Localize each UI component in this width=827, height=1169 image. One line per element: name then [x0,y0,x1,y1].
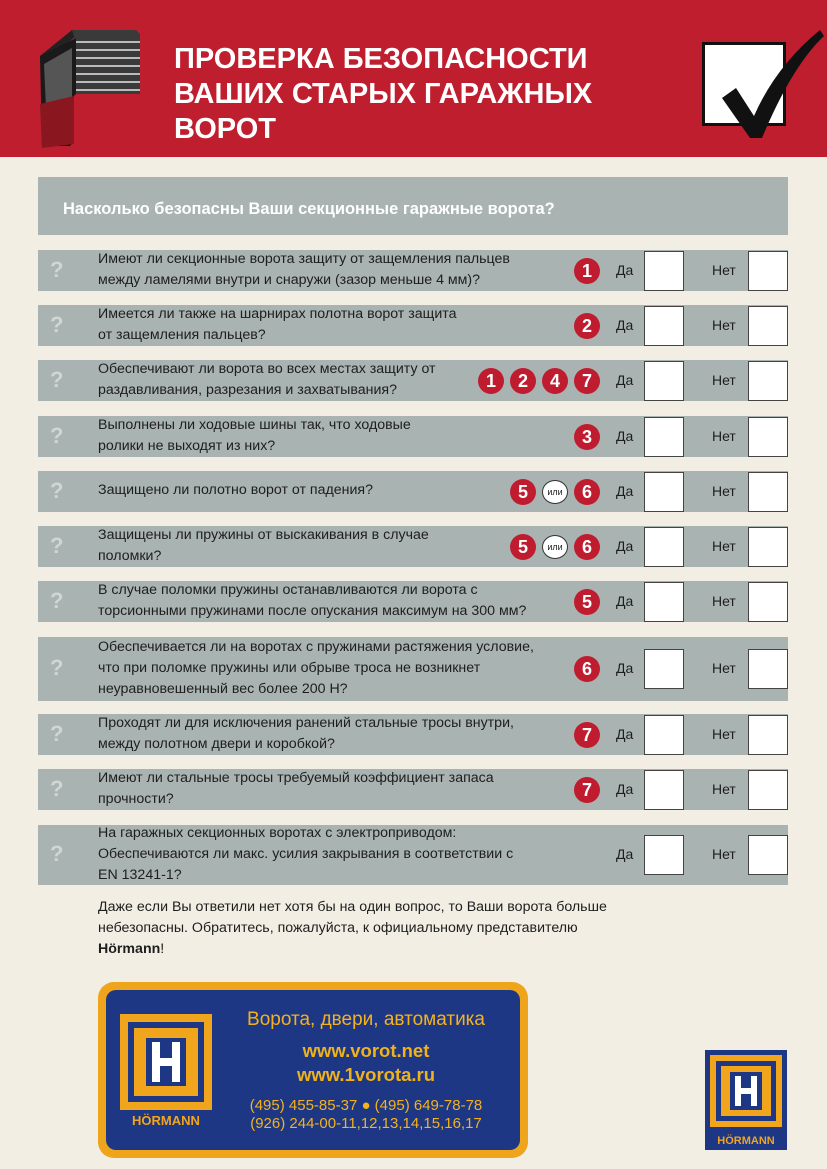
reference-number-badge: 3 [574,424,600,450]
no-label: Нет [712,592,736,609]
yes-label: Да [616,316,634,333]
no-checkbox[interactable] [748,582,788,622]
dealer-card [98,982,528,1158]
yes-label: Да [616,482,634,499]
brand-name: Hörmann [98,941,161,957]
yes-checkbox[interactable] [644,361,684,401]
hormann-logo-small [705,1050,787,1150]
question-line: между ламелями внутри и снаружи (зазор меньше 4 мм)? [98,271,481,288]
reference-badges [574,722,600,748]
dealer-url[interactable]: www.vorot.net [302,1040,430,1061]
yes-checkbox[interactable] [644,715,684,755]
question-text [98,713,514,755]
no-checkbox[interactable] [748,361,788,401]
no-label: Нет [712,316,736,333]
question-row [38,250,788,291]
footer-line: небезопасны. Обратитесь, пожалуйста, к официальному представителю [98,920,578,936]
question-mark-icon: ? [50,655,64,680]
no-checkbox[interactable] [748,527,788,567]
question-line: Имеют ли секционные ворота защиту от защемления пальцев [98,250,510,267]
question-text [98,580,526,622]
reference-number-badge: 5 [510,534,536,560]
yes-label: Да [616,725,634,742]
question-row [38,825,788,885]
question-row [38,714,788,755]
yes-label: Да [616,846,634,862]
question-line: Обеспечивается ли на воротах с пружинами растяжения условие, [98,638,534,655]
reference-badges [574,777,600,803]
question-line: EN 13241-1? [98,866,182,883]
no-label: Нет [712,725,736,742]
dealer-phone: (926) 244-00-11,12,13,14,15,16,17 [250,1115,482,1132]
question-text [98,480,373,501]
question-line: Имеют ли стальные тросы требуемый коэффициент запаса [98,769,494,786]
question-mark-icon: ? [50,841,64,866]
header-banner [0,0,827,157]
no-checkbox[interactable] [748,715,788,755]
question-line: между полотном двери и коробкой? [98,735,335,752]
question-row [38,581,788,622]
reference-number-badge: 7 [574,722,600,748]
logo-text: HÖRMANN [132,1113,200,1128]
title-line: ПРОВЕРКА БЕЗОПАСНОСТИ [174,43,588,75]
yes-checkbox[interactable] [644,649,684,689]
no-label: Нет [712,427,736,444]
question-line: от защемления пальцев? [98,326,266,343]
no-label: Нет [712,371,736,388]
garage-door-icon [40,24,140,148]
dealer-tagline: Ворота, двери, автоматика [247,1009,485,1030]
question-row [38,637,788,701]
dealer-card-inner [106,990,520,1150]
reference-badges [574,258,600,284]
reference-number-badge: 5 [510,479,536,505]
reference-badges [510,479,600,505]
yes-label: Да [616,261,634,278]
question-text [98,768,494,810]
no-checkbox[interactable] [748,251,788,291]
reference-badges [478,368,600,394]
yes-label: Да [616,592,634,609]
no-label: Нет [712,780,736,797]
question-mark-icon: ? [50,422,64,448]
question-text [98,525,429,567]
hormann-logo [116,1010,216,1130]
footer-line: Даже если Вы ответили нет хотя бы на один вопрос, то Ваши ворота больше [98,899,607,915]
yes-checkbox[interactable] [644,527,684,567]
no-label: Нет [712,261,736,278]
question-mark-icon: ? [50,256,64,282]
question-header [38,177,788,235]
question-row [38,360,788,401]
reference-number-badge: 2 [574,313,600,339]
reference-badges [574,424,600,450]
no-label: Нет [712,482,736,499]
question-line: что при поломке пружины или обрыве троса не возникнет [98,659,481,676]
yes-checkbox[interactable] [644,251,684,291]
question-line: поломки? [98,547,162,564]
question-line: раздавливания, разрезания и захватывания? [98,381,397,398]
reference-badges [574,589,600,615]
question-row [38,416,788,457]
dealer-phone: (495) 455-85-37 ● (495) 649-78-78 [249,1097,483,1114]
no-checkbox[interactable] [748,472,788,512]
question-text [98,249,510,291]
yes-checkbox[interactable] [644,770,684,810]
question-line: неуравновешенный вес более 200 Н? [98,680,348,697]
reference-number-badge: 6 [574,534,600,560]
title-line: ВОРОТ [174,113,277,145]
yes-label: Да [616,537,634,554]
yes-checkbox[interactable] [644,835,684,875]
reference-number-badge: 5 [574,589,600,615]
question-line: Обеспечивают ли ворота во всех местах защиту от [98,360,436,377]
reference-number-badge: 6 [574,656,600,682]
no-checkbox[interactable] [748,417,788,457]
question-text [98,823,513,886]
title-line: ВАШИХ СТАРЫХ ГАРАЖНЫХ [174,78,593,110]
yes-label: Да [616,780,634,797]
no-label: Нет [712,660,736,676]
no-label: Нет [712,846,736,862]
question-mark-icon: ? [50,720,64,746]
no-checkbox[interactable] [748,306,788,346]
reference-number-badge: 1 [574,258,600,284]
logo-text: HÖRMANN [717,1135,775,1147]
question-line: торсионными пружинами после опускания максимум на 300 мм? [98,602,527,619]
reference-number-badge: 7 [574,777,600,803]
question-mark-icon: ? [50,477,64,503]
question-header-text: Насколько безопасны Ваши секционные гаражные ворота? [63,200,555,218]
question-line: прочности? [98,790,174,807]
checkmark-icon [716,26,826,146]
reference-number-badge: 4 [542,368,568,394]
question-line: ролики не выходят из них? [98,437,276,454]
yes-label: Да [616,660,634,676]
reference-badges [574,313,600,339]
yes-label: Да [616,371,634,388]
no-checkbox[interactable] [748,835,788,875]
question-line: Защищено ли полотно ворот от падения? [98,482,373,498]
question-text [98,637,534,700]
no-label: Нет [712,537,736,554]
question-line: Имеется ли также на шарнирах полотна ворот защита [98,305,457,322]
question-row [38,769,788,810]
reference-number-badge: 1 [478,368,504,394]
question-line: На гаражных секционных воротах с электроприводом: [98,824,457,841]
no-checkbox[interactable] [748,649,788,689]
question-mark-icon: ? [50,311,64,337]
question-row [38,305,788,346]
no-checkbox[interactable] [748,770,788,810]
yes-checkbox[interactable] [644,417,684,457]
yes-checkbox[interactable] [644,306,684,346]
footer-note [98,897,698,960]
yes-checkbox[interactable] [644,472,684,512]
reference-number-badge: 7 [574,368,600,394]
footer-line [98,939,698,960]
question-mark-icon: ? [50,366,64,392]
question-line: Обеспечиваются ли макс. усилия закрывания в соответствии с [98,845,514,862]
brand-suffix: ! [160,941,165,957]
reference-number-badge: 2 [510,368,536,394]
question-text [98,415,411,457]
question-row [38,471,788,512]
question-mark-icon: ? [50,587,64,613]
reference-badges [574,656,600,682]
question-mark-icon: ? [50,532,64,558]
reference-number-badge: 6 [574,479,600,505]
reference-badges [510,534,600,560]
question-line: Выполнены ли ходовые шины так, что ходовые [98,416,411,433]
question-line: Проходят ли для исключения ранений стальные тросы внутри, [98,714,514,731]
question-text [98,304,456,346]
or-badge: или [542,480,568,504]
question-line: Защищены ли пружины от выскакивания в случае [98,526,429,543]
question-mark-icon: ? [50,775,64,801]
or-badge: или [542,535,568,559]
yes-label: Да [616,427,634,444]
page-title [174,42,674,147]
question-text [98,359,436,401]
yes-checkbox[interactable] [644,582,684,622]
question-row [38,526,788,567]
question-line: В случае поломки пружины останавливаются ли ворота с [98,581,478,598]
dealer-url[interactable]: www.1vorota.ru [296,1064,436,1085]
